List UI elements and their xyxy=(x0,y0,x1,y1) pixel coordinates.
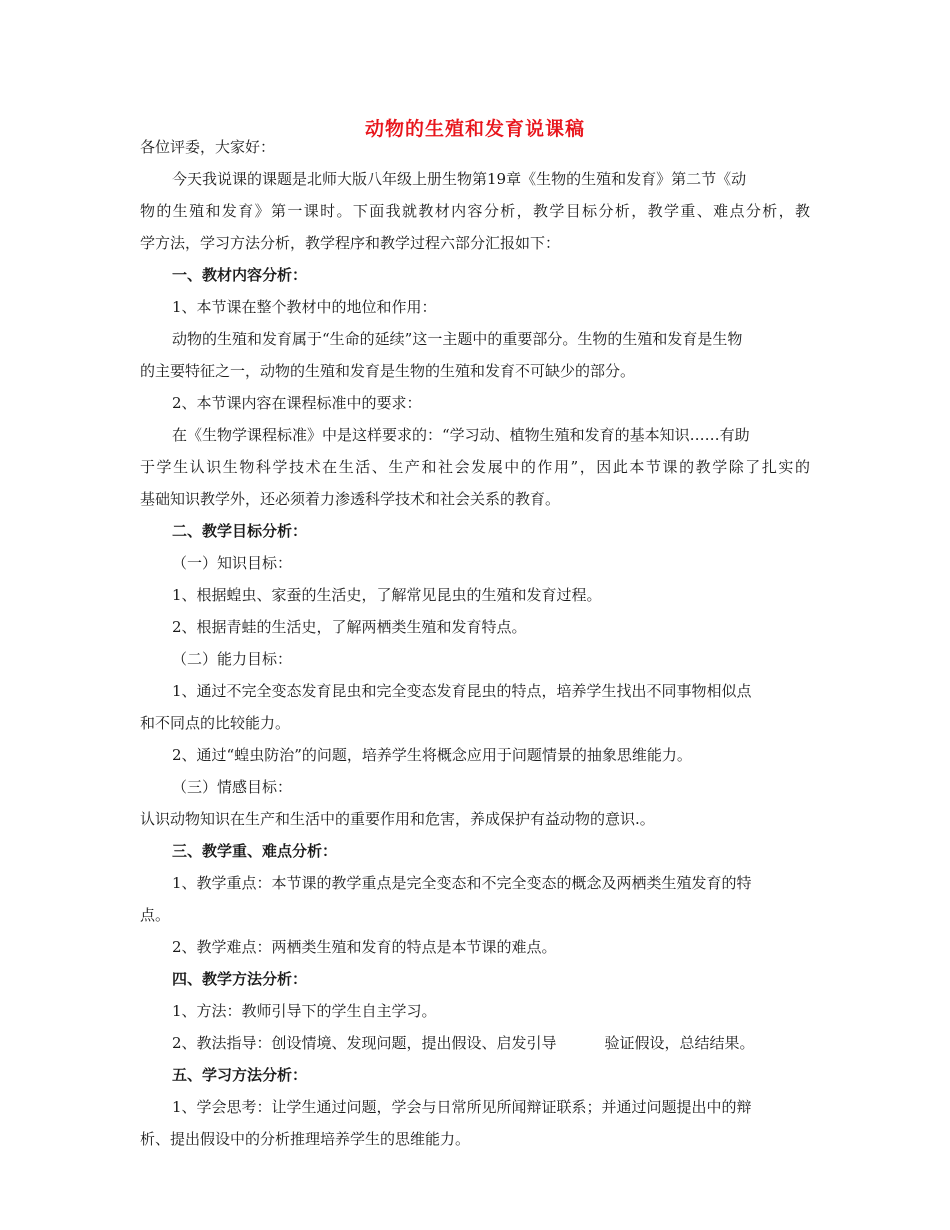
section-2-sub-2-item-2: 2、通过“蝗虫防治”的问题，培养学生将概念应用于问题情景的抽象思维能力。 xyxy=(172,746,692,764)
section-5-item-1-line-2: 析、提出假设中的分析推理培养学生的思维能力。 xyxy=(140,1130,471,1148)
section-2-sub-3-text: 认识动物知识在生产和生活中的重要作用和危害，养成保护有益动物的意识.。 xyxy=(140,810,655,828)
section-2-sub-1: （一）知识目标： xyxy=(172,554,293,572)
section-4-item-1: 1、方法：教师引导下的学生自主学习。 xyxy=(172,1002,437,1020)
document-title: 动物的生殖和发育说课稿 xyxy=(364,118,585,140)
section-4-item-2-part-a: 2、教法指导：创设情境、发现问题，提出假设、启发引导 xyxy=(172,1034,557,1052)
section-3-item-1-line-1: 1、教学重点：本节课的教学重点是完全变态和不完全变态的概念及两栖类生殖发育的特 xyxy=(172,874,752,892)
intro-line-1: 今天我说课的课题是北师大版八年级上册生物第19章《生物的生殖和发育》第二节《动 xyxy=(172,170,747,188)
section-1-item-2-text-2: 于学生认识生物科学技术在生活、生产和社会发展中的作用”，因此本节课的教学除了扎实的 xyxy=(140,458,810,476)
section-1-heading: 一、教材内容分析： xyxy=(172,266,308,284)
section-1-item-1-text-2: 的主要特征之一，动物的生殖和发育是生物的生殖和发育不可缺少的部分。 xyxy=(140,362,636,380)
section-1-item-2: 2、本节课内容在课程标准中的要求： xyxy=(172,394,422,412)
section-4-item-2-part-b: 验证假设，总结结果。 xyxy=(604,1034,755,1052)
section-5-heading: 五、学习方法分析： xyxy=(172,1066,308,1084)
section-2-sub-3: （三）情感目标： xyxy=(172,778,293,796)
section-1-item-2-text-1: 在《生物学课程标准》中是这样要求的：“学习动、植物生殖和发育的基本知识……有助 xyxy=(172,426,750,444)
section-1-item-1-text-1: 动物的生殖和发育属于“生命的延续”这一主题中的重要部分。生物的生殖和发育是生物 xyxy=(172,330,743,348)
section-2-sub-2-item-1-line-1: 1、通过不完全变态发育昆虫和完全变态发育昆虫的特点，培养学生找出不同事物相似点 xyxy=(172,682,752,700)
section-4-heading: 四、教学方法分析： xyxy=(172,970,308,988)
intro-line-2: 物的生殖和发育》第一课时。下面我就教材内容分析，教学目标分析，教学重、难点分析，教 xyxy=(140,202,810,220)
greeting: 各位评委，大家好： xyxy=(140,138,276,156)
section-2-sub-2: （二）能力目标： xyxy=(172,650,293,668)
section-2-sub-1-item-2: 2、根据青蛙的生活史，了解两栖类生殖和发育特点。 xyxy=(172,618,527,636)
section-3-heading: 三、教学重、难点分析： xyxy=(172,842,338,860)
intro-line-3: 学方法，学习方法分析，教学程序和教学过程六部分汇报如下： xyxy=(140,234,561,252)
section-2-sub-2-item-1-line-2: 和不同点的比较能力。 xyxy=(140,714,291,732)
section-1-item-2-text-3: 基础知识教学外，还必须着力渗透科学技术和社会关系的教育。 xyxy=(140,490,561,508)
section-2-heading: 二、教学目标分析： xyxy=(172,522,308,540)
section-4-item-2 xyxy=(172,1033,812,1053)
section-3-item-1-line-2: 点。 xyxy=(140,906,171,924)
section-5-item-1-line-1: 1、学会思考：让学生通过问题，学会与日常所见所闻辩证联系；并通过问题提出中的辩 xyxy=(172,1098,752,1116)
section-1-item-1: 1、本节课在整个教材中的地位和作用： xyxy=(172,298,437,316)
section-2-sub-1-item-1: 1、根据蝗虫、家蚕的生活史，了解常见昆虫的生殖和发育过程。 xyxy=(172,586,602,604)
section-3-item-2: 2、教学难点：两栖类生殖和发育的特点是本节课的难点。 xyxy=(172,938,557,956)
